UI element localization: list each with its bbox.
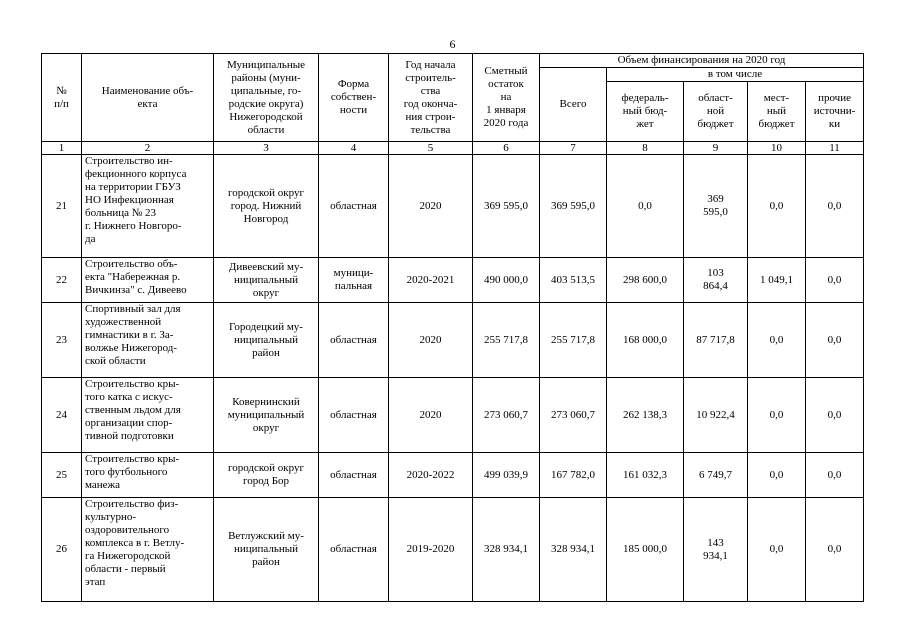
years: 2020 xyxy=(389,155,473,258)
column-number: 6 xyxy=(473,142,540,155)
district: городской округ город Бор xyxy=(214,453,319,498)
column-number: 1 xyxy=(42,142,82,155)
total: 369 595,0 xyxy=(540,155,607,258)
table-row xyxy=(42,498,864,602)
row-num: 23 xyxy=(42,303,82,378)
table-row xyxy=(42,303,864,378)
years: 2020-2021 xyxy=(389,258,473,303)
district: городской округ город. Нижний Новгород xyxy=(214,155,319,258)
object-name: Спортивный зал для художественной гимнастики в г. За- волжье Нижегород- ской области xyxy=(82,303,214,378)
ownership: областная xyxy=(319,378,389,453)
other: 0,0 xyxy=(806,258,864,303)
header-estimate: Сметный остаток на 1 января 2020 года xyxy=(473,54,540,142)
object-name: Строительство кры- того футбольного манежа xyxy=(82,453,214,498)
regional: 10 922,4 xyxy=(684,378,748,453)
table-row xyxy=(42,155,864,258)
local: 0,0 xyxy=(748,453,806,498)
estimate: 255 717,8 xyxy=(473,303,540,378)
regional: 143 934,1 xyxy=(684,498,748,602)
ownership: областная xyxy=(319,303,389,378)
header-other: прочие источни- ки xyxy=(806,82,864,142)
column-number: 5 xyxy=(389,142,473,155)
header-num: № п/п xyxy=(42,54,82,142)
years: 2020-2022 xyxy=(389,453,473,498)
total: 167 782,0 xyxy=(540,453,607,498)
column-number: 11 xyxy=(806,142,864,155)
header-years: Год начала строитель- ства год оконча- ния строи- тельства xyxy=(389,54,473,142)
column-number: 3 xyxy=(214,142,319,155)
column-number: 7 xyxy=(540,142,607,155)
other: 0,0 xyxy=(806,498,864,602)
ownership: областная xyxy=(319,155,389,258)
regional: 87 717,8 xyxy=(684,303,748,378)
financing-table xyxy=(41,53,864,602)
federal: 0,0 xyxy=(607,155,684,258)
regional: 103 864,4 xyxy=(684,258,748,303)
column-number: 10 xyxy=(748,142,806,155)
federal: 262 138,3 xyxy=(607,378,684,453)
other: 0,0 xyxy=(806,378,864,453)
ownership: муници- пальная xyxy=(319,258,389,303)
row-num: 21 xyxy=(42,155,82,258)
years: 2020 xyxy=(389,378,473,453)
row-num: 22 xyxy=(42,258,82,303)
total: 403 513,5 xyxy=(540,258,607,303)
regional: 369 595,0 xyxy=(684,155,748,258)
estimate: 328 934,1 xyxy=(473,498,540,602)
header-including: в том числе xyxy=(607,68,864,82)
header-district: Муниципальные районы (муни- ципальные, го- родские округа) Нижегородской области xyxy=(214,54,319,142)
row-num: 26 xyxy=(42,498,82,602)
regional: 6 749,7 xyxy=(684,453,748,498)
object-name: Строительство кры- того катка с искус- ственным льдом для организации спор- тивной подготовки xyxy=(82,378,214,453)
header-name: Наименование объ- екта xyxy=(82,54,214,142)
table-row xyxy=(42,258,864,303)
total: 328 934,1 xyxy=(540,498,607,602)
local: 0,0 xyxy=(748,498,806,602)
total: 255 717,8 xyxy=(540,303,607,378)
object-name: Строительство физ- культурно- оздоровительного комплекса в г. Ветлу- га Нижегородской области - первый этап xyxy=(82,498,214,602)
federal: 185 000,0 xyxy=(607,498,684,602)
federal: 161 032,3 xyxy=(607,453,684,498)
column-number-row xyxy=(42,142,864,155)
object-name: Строительство ин- фекционного корпуса на территории ГБУЗ НО Инфекционная больница № 23 г. Нижнего Новгоро- да xyxy=(82,155,214,258)
district: Ветлужский му- ниципальный район xyxy=(214,498,319,602)
column-number: 8 xyxy=(607,142,684,155)
district: Ковернинский муниципальный округ xyxy=(214,378,319,453)
local: 0,0 xyxy=(748,378,806,453)
header-local: мест- ный бюджет xyxy=(748,82,806,142)
federal: 298 600,0 xyxy=(607,258,684,303)
header-total: Всего xyxy=(540,68,607,142)
other: 0,0 xyxy=(806,155,864,258)
table-row xyxy=(42,378,864,453)
total: 273 060,7 xyxy=(540,378,607,453)
other: 0,0 xyxy=(806,303,864,378)
years: 2020 xyxy=(389,303,473,378)
header-regional: област- ной бюджет xyxy=(684,82,748,142)
row-num: 25 xyxy=(42,453,82,498)
estimate: 490 000,0 xyxy=(473,258,540,303)
estimate: 369 595,0 xyxy=(473,155,540,258)
local: 1 049,1 xyxy=(748,258,806,303)
row-num: 24 xyxy=(42,378,82,453)
ownership: областная xyxy=(319,453,389,498)
header-ownership: Форма собствен- ности xyxy=(319,54,389,142)
ownership: областная xyxy=(319,498,389,602)
column-number: 4 xyxy=(319,142,389,155)
column-number: 2 xyxy=(82,142,214,155)
page-number: 6 xyxy=(449,37,456,51)
district: Дивеевский му- ниципальный округ xyxy=(214,258,319,303)
column-number: 9 xyxy=(684,142,748,155)
header-funding-group: Объем финансирования на 2020 год xyxy=(540,54,864,68)
estimate: 273 060,7 xyxy=(473,378,540,453)
local: 0,0 xyxy=(748,303,806,378)
object-name: Строительство объ- екта "Набережная р. Вичкинза" с. Дивеево xyxy=(82,258,214,303)
federal: 168 000,0 xyxy=(607,303,684,378)
local: 0,0 xyxy=(748,155,806,258)
district: Городецкий му- ниципальный район xyxy=(214,303,319,378)
header-federal: федераль- ный бюд- жет xyxy=(607,82,684,142)
years: 2019-2020 xyxy=(389,498,473,602)
table-row xyxy=(42,453,864,498)
other: 0,0 xyxy=(806,453,864,498)
estimate: 499 039,9 xyxy=(473,453,540,498)
